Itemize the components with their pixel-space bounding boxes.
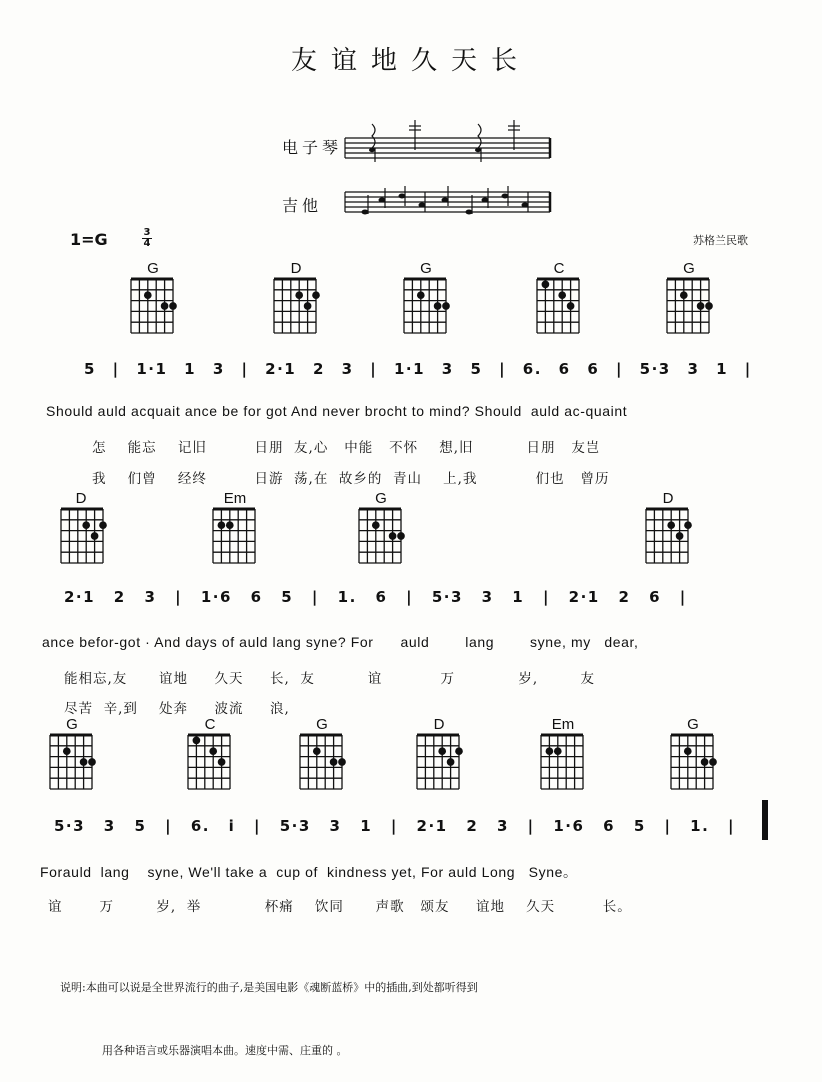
finger-dot [193,737,199,743]
chord-diagram [404,279,449,333]
finger-dot [398,533,404,539]
numbered-notation: 5·3 3 5 | 6. i | 5·3 3 1 | 2·1 2 3 | 1·6 6 5 | 1. | [54,817,736,835]
finger-dot [145,292,151,298]
finger-dot [83,522,89,528]
chord-diagram [541,735,583,789]
numbered-notation: 2·1 2 3 | 1·6 6 5 | 1. 6 | 5·3 3 1 | 2·1 2 6 | [64,588,687,606]
chord-name: Em [551,716,575,733]
finger-dot [91,533,97,539]
finger-dot [100,522,106,528]
finger-dot [304,303,310,309]
final-barline [762,800,768,840]
finger-dot [89,759,95,765]
chord-name: C [553,260,565,277]
chord-name: G [687,716,699,733]
chord-diagram [61,509,106,563]
lyrics-english: Forauld lang syne, We'll take a cup of kindness yet, For auld Long Syne。 [40,864,578,880]
finger-dot [330,759,336,765]
finger-dot [439,748,445,754]
lyrics-chinese-verse-1: 谊 万 岁, 举 杯痛 饮同 声歌 颂友 谊地 久天 长。 [48,899,632,915]
finger-dot [64,748,70,754]
finger-dot [313,292,319,298]
chord-diagram [646,509,691,563]
finger-dot [456,748,462,754]
finger-dot [296,292,302,298]
finger-dot [555,748,561,754]
chord-name: G [683,260,695,277]
chord-diagram [50,735,95,789]
finger-dot [314,748,320,754]
chord-name: G [375,490,387,507]
finger-dot [567,303,573,309]
chord-name: D [433,716,445,733]
finger-dot [681,292,687,298]
chord-name: D [290,260,302,277]
origin-credit: 苏格兰民歌 [693,234,748,247]
chord-name: G [147,260,159,277]
finger-dot [418,292,424,298]
finger-dot [546,748,552,754]
finger-dot [80,759,86,765]
finger-dot [559,292,565,298]
finger-dot [218,522,224,528]
finger-dot [170,303,176,309]
footnote-line-2: 用各种语言或乐器演唱本曲。速度中需、庄重的 。 [102,1044,348,1057]
lyrics-english: ance befor-got · And days of auld lang syne? For auld lang syne, my dear, [42,634,639,650]
finger-dot [389,533,395,539]
finger-dot [668,522,674,528]
lyrics-chinese-verse-1: 能相忘,友 谊地 久天 长, 友 谊 万 岁, 友 [64,671,596,687]
lyrics-chinese-verse-2: 尽苦 辛,到 处奔 波流 浪, [64,701,290,717]
finger-dot [339,759,345,765]
finger-dot [710,759,716,765]
chord-name: C [204,716,216,733]
chord-diagram [300,735,345,789]
chord-diagram [417,735,462,789]
chord-name: D [662,490,674,507]
finger-dot [697,303,703,309]
numbered-notation: 5 | 1·1 1 3 | 2·1 2 3 | 1·1 3 5 | 6. 6 6 | 5·3 3 1 | [84,360,752,378]
song-title: 友谊地久天长 [290,46,531,76]
finger-dot [685,748,691,754]
finger-dot [434,303,440,309]
finger-dot [443,303,449,309]
chord-diagram [131,279,176,333]
footnote [60,935,478,1082]
finger-dot [685,522,691,528]
finger-dot [706,303,712,309]
chord-diagram [667,279,712,333]
time-signature-bottom: 4 [143,238,151,249]
chord-diagram [359,509,404,563]
time-signature-top: 3 [143,227,151,238]
lyrics-chinese-verse-2: 我 们曾 经终 日游 荡,在 故乡的 青山 上,我 们也 曾历 [92,471,610,487]
finger-dot [373,522,379,528]
chord-name: D [75,490,87,507]
finger-dot [542,281,548,287]
finger-dot [447,759,453,765]
chord-diagram [274,279,319,333]
chord-diagram [671,735,716,789]
lyrics-english: Should auld acquait ance be for got And never brocht to mind? Should auld ac-quaint [46,403,628,419]
finger-dot [227,522,233,528]
finger-dot [161,303,167,309]
chord-name: G [66,716,78,733]
footnote-line-1: 说明:本曲可以说是全世界流行的曲子,是美国电影《魂断蓝桥》中的插曲,到处都听得到 [60,981,478,994]
guitar-label: 吉他 [282,196,323,215]
chord-diagram [537,279,579,333]
keyboard-label: 电子琴 [282,138,343,157]
finger-dot [676,533,682,539]
key-signature: 1=G [70,230,108,249]
finger-dot [701,759,707,765]
chord-name: G [420,260,432,277]
lyrics-chinese-verse-1: 怎 能忘 记旧 日朋 友,心 中能 不怀 想,旧 日朋 友岂 [92,440,601,456]
finger-dot [218,759,224,765]
chord-name: Em [223,490,247,507]
chord-diagram [213,509,255,563]
finger-dot [210,748,216,754]
chord-name: G [316,716,328,733]
chord-diagram [188,735,230,789]
